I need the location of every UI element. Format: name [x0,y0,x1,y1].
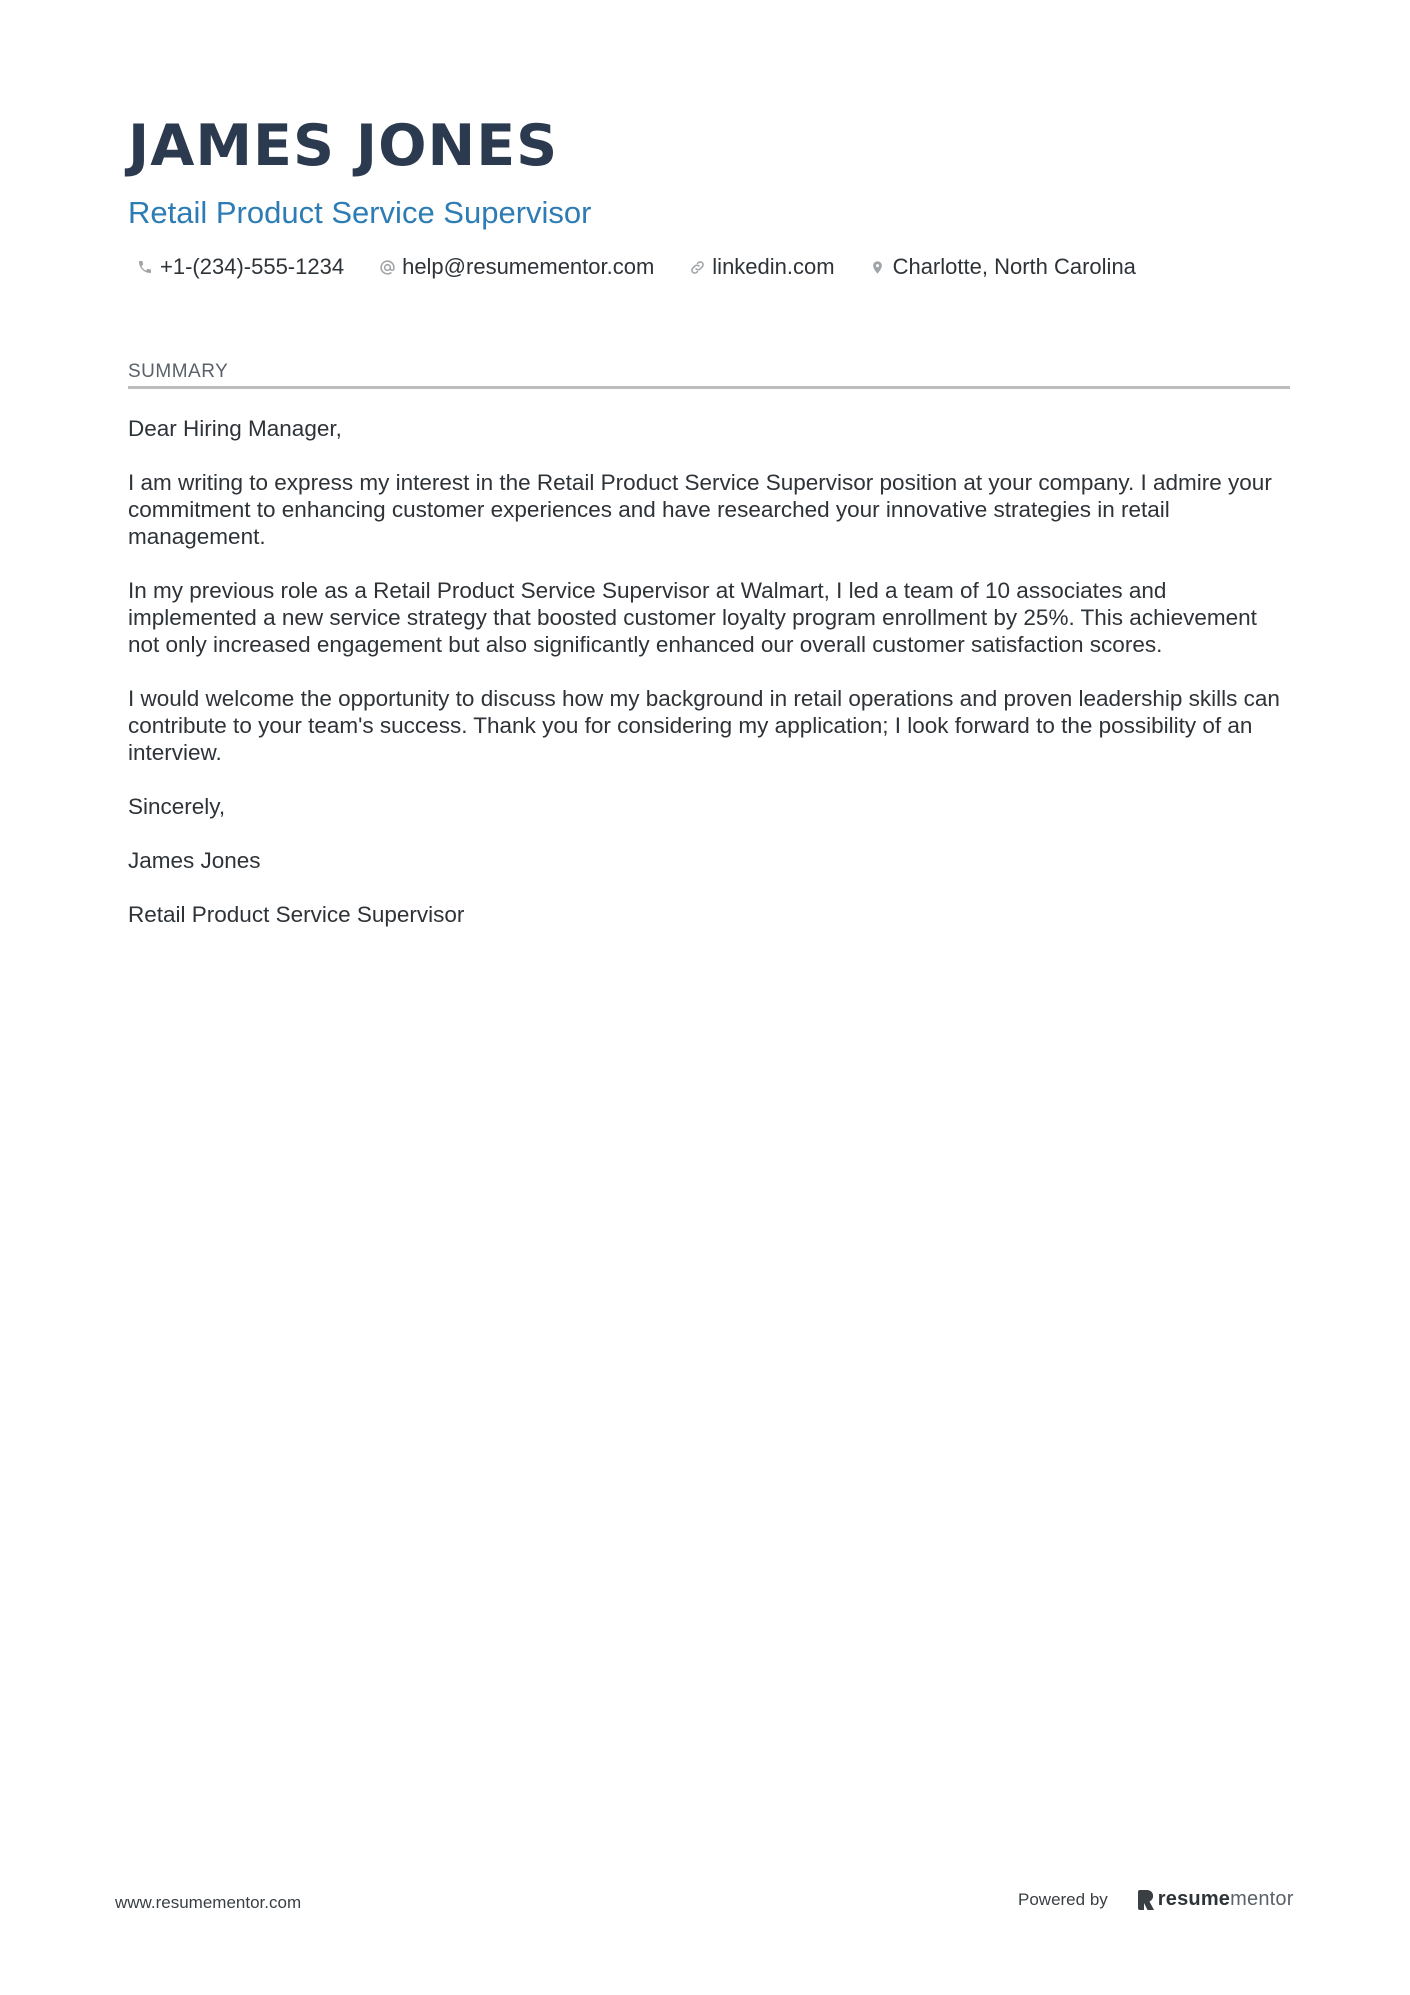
footer-website[interactable]: www.resumementor.com [115,1893,302,1912]
phone-icon [136,258,154,276]
brand-text-resume: resume [1157,1888,1231,1910]
summary-section [128,360,1290,955]
letter-body [128,415,1290,928]
at-icon [378,258,396,276]
powered-by-label: Powered by [1018,1889,1108,1909]
closing: Sincerely, [128,794,226,819]
location-text: Charlotte, North Carolina [892,254,1136,279]
greeting: Dear Hiring Manager, [128,416,342,441]
contact-website [680,254,834,280]
resumementor-logo-icon [1138,1890,1154,1910]
map-pin-icon [869,258,887,276]
link-icon [688,258,706,276]
paragraph: I am writing to express my interest in the Retail Product Service Supervisor position at your company. I admire your commitment to enhancing customer experiences and have researched your innovative strategies in retail management. [128,470,1272,549]
job-title: Retail Product Service Supervisor [128,195,592,230]
paragraph: I would welcome the opportunity to discuss how my background in retail operations and proven leadership skills can contribute to your team's success. Thank you for considering my application; I look forward to the possibility of an interview. [128,686,1280,765]
candidate-name: JAMES JONES [128,113,559,179]
contact-email [370,254,654,280]
contact-bar [128,254,1290,280]
footer-branding [1018,1888,1294,1911]
brand-text-mentor: mentor [1230,1888,1294,1910]
section-heading: SUMMARY [128,360,1290,389]
header [128,112,1290,280]
website-text: linkedin.com [712,254,835,279]
phone-text: +1-(234)-555-1234 [160,254,345,279]
email-text: help@resumementor.com [402,254,655,279]
contact-location [861,254,1136,280]
contact-phone [128,254,344,280]
paragraph: In my previous role as a Retail Product Service Supervisor at Walmart, I led a team of 10 associates and implemented a new service strategy that boosted customer loyalty program enrollment by 25%. This achievement not only increased engagement but also significantly enhanced our overall customer satisfaction scores. [128,578,1257,657]
signature-title: Retail Product Service Supervisor [128,902,465,927]
brand-logo[interactable] [1138,1888,1294,1911]
signature-name: James Jones [128,848,261,873]
